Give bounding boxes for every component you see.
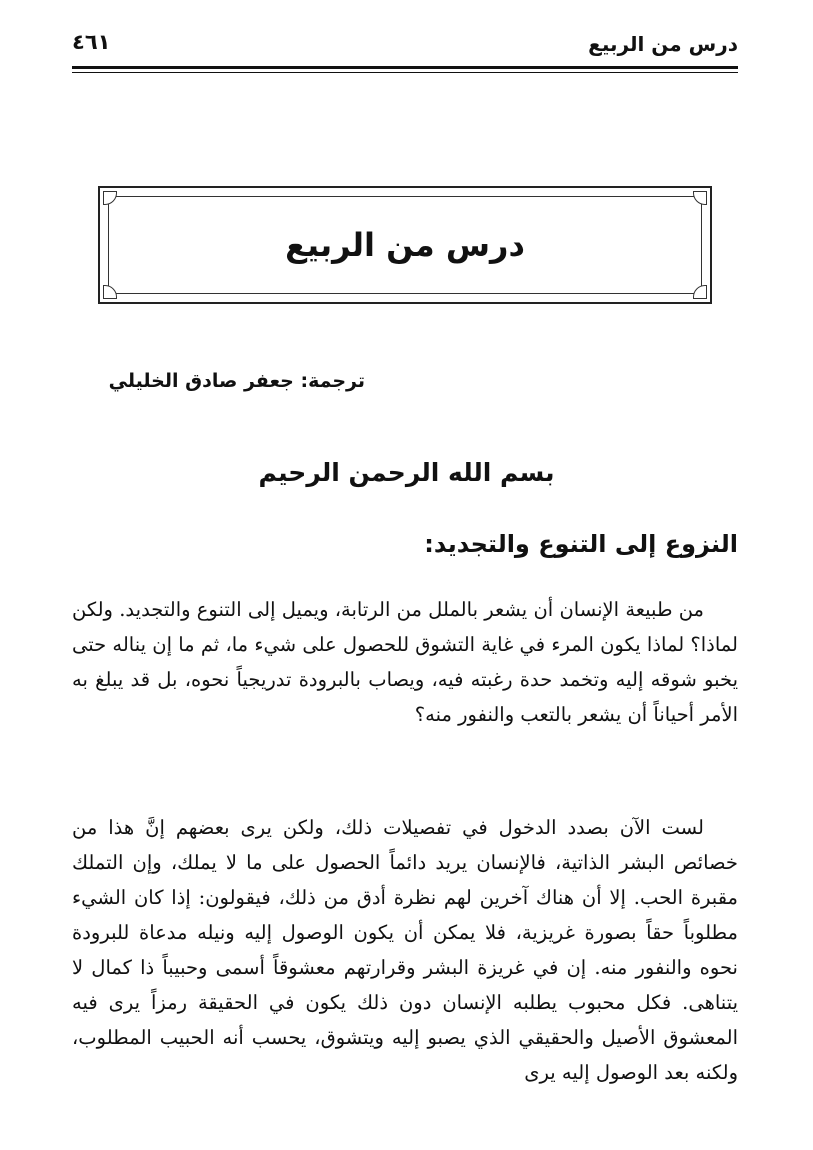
- paragraph-text: لست الآن بصدد الدخول في تفصيلات ذلك، ولكن يرى بعضهم إنَّ هذا من خصائص البشر الذاتية، فالإنسان يريد دائماً الحصول على ما لا يملك، وإن التملك مقبرة الحب. إلا أن هناك آخرين لهم نظرة أدق من ذلك، فيقولون: إذا كان الشيء مطلوباً حقاً بصورة غريزية، فلا يمكن أن يكون الوصول إليه ونيله مدعاة للبرودة نحوه والنفور منه. إن في غريزة البشر وقرارتهم معشوقاً أسمى وحبيباً ذا كمال لا يتناهى. فكل محبوب يطلبه الإنسان دون ذلك يكون في الحقيقة رمزاً يرى فيه المعشوق الأصيل والحقيقي الذي يصبو إليه ويتشوق، يحسب أنه الحبيب المطلوب، ولكنه بعد الوصول إليه يرى: [72, 816, 738, 1084]
- title-frame: [98, 186, 712, 304]
- translator-credit: ترجمة: جعفر صادق الخليلي: [108, 370, 365, 392]
- article-title: درس من الربيع: [285, 226, 525, 264]
- frame-corner-ornament: [693, 191, 707, 205]
- basmala: بسم الله الرحمن الرحيم: [258, 458, 555, 487]
- page-number: ٤٦١: [72, 30, 111, 54]
- header-rule-thin: [72, 72, 738, 73]
- body-paragraph: [72, 592, 738, 732]
- running-title: درس من الربيع: [588, 32, 738, 56]
- frame-corner-ornament: [103, 191, 117, 205]
- header-rule-thick: [72, 66, 738, 69]
- paragraph-text: من طبيعة الإنسان أن يشعر بالملل من الرتابة، ويميل إلى التنوع والتجديد. ولكن لماذا؟ لماذا يكون المرء في غاية التشوق للحصول على شيء ما، ثم ما إن يناله حتى يخبو شوقه إليه وتخمد حدة رغبته فيه، ويصاب بالبرودة تدريجياً نحوه، بل قد يبلغ به الأمر أحياناً أن يشعر بالتعب والنفور منه؟: [72, 598, 738, 726]
- frame-corner-ornament: [693, 285, 707, 299]
- frame-corner-ornament: [103, 285, 117, 299]
- body-paragraph: [72, 810, 738, 1090]
- section-heading: النزوع إلى التنوع والتجديد:: [424, 530, 738, 558]
- title-frame-inner: [108, 196, 702, 294]
- running-header: [72, 28, 738, 64]
